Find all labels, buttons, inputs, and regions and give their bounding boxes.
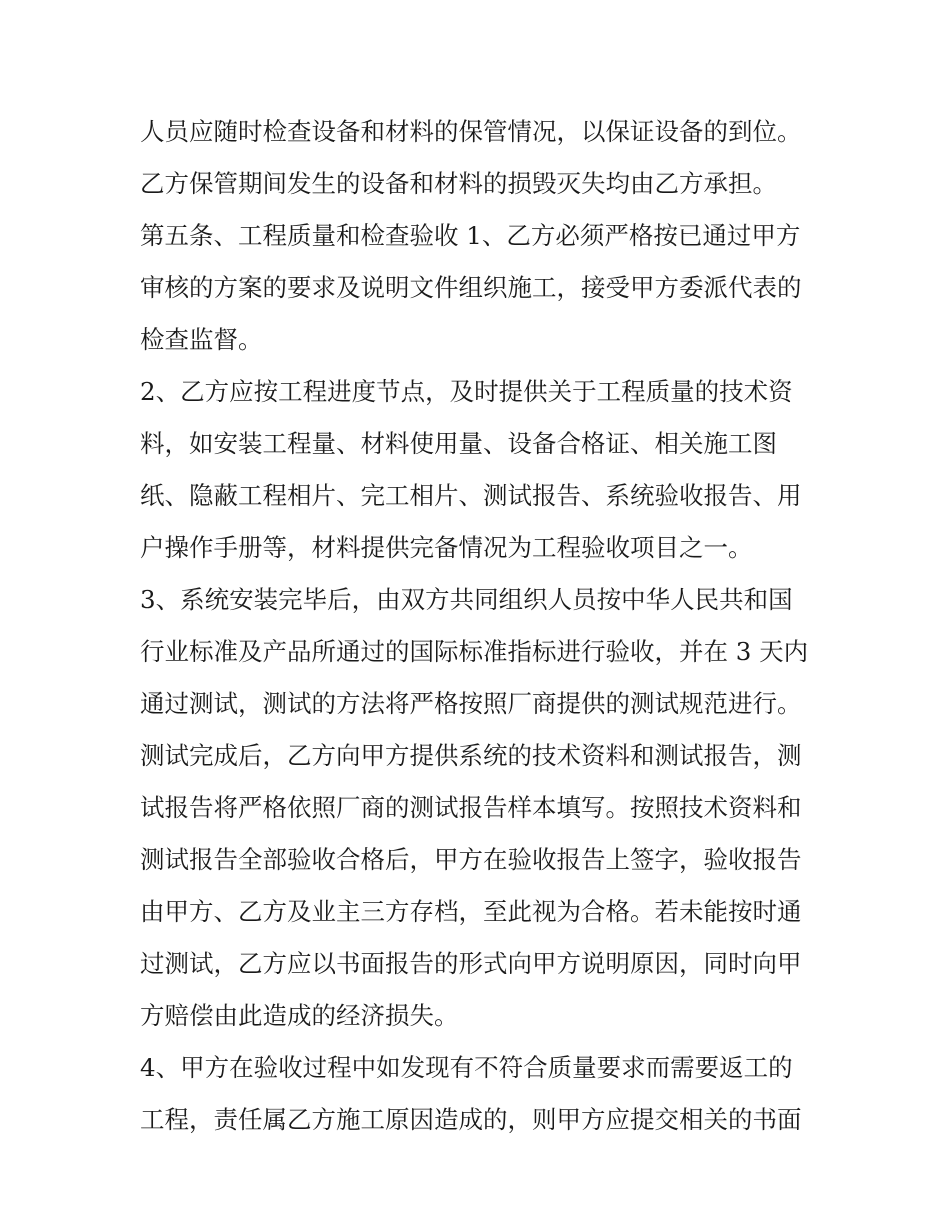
text-line: 2、乙方应按工程进度节点，及时提供关于工程质量的技术资 [140, 377, 793, 406]
text-line: 行业标准及产品所通过的国际标准指标进行验收，并在 3 天内 [140, 637, 809, 666]
text-line: 检查监督。 [140, 325, 263, 354]
text-line: 第五条、工程质量和检查验收 1、乙方必须严格按已通过甲方 [140, 221, 801, 250]
document-body [140, 106, 820, 1146]
text-line: 户操作手册等，材料提供完备情况为工程验收项目之一。 [140, 533, 753, 562]
text-line: 人员应随时检查设备和材料的保管情况，以保证设备的到位。 [140, 117, 802, 146]
text-line: 过测试，乙方应以书面报告的形式向甲方说明原因，同时向甲 [140, 949, 802, 978]
text-line: 通过测试，测试的方法将严格按照厂商提供的测试规范进行。 [140, 689, 802, 718]
text-line: 试报告将严格依照厂商的测试报告样本填写。按照技术资料和 [140, 793, 802, 822]
text-line: 测试报告全部验收合格后，甲方在验收报告上签字，验收报告 [140, 845, 802, 874]
text-line: 工程，责任属乙方施工原因造成的，则甲方应提交相关的书面 [140, 1105, 802, 1134]
text-line: 由甲方、乙方及业主三方存档，至此视为合格。若未能按时通 [140, 897, 802, 926]
text-line: 方赔偿由此造成的经济损失。 [140, 1001, 459, 1030]
text-line: 测试完成后，乙方向甲方提供系统的技术资料和测试报告，测 [140, 741, 802, 770]
text-line: 4、甲方在验收过程中如发现有不符合质量要求而需要返工的 [140, 1053, 793, 1082]
text-line: 纸、隐蔽工程相片、完工相片、测试报告、系统验收报告、用 [140, 481, 802, 510]
text-line: 乙方保管期间发生的设备和材料的损毁灭失均由乙方承担。 [140, 169, 777, 198]
text-line: 3、系统安装完毕后，由双方共同组织人员按中华人民共和国 [140, 585, 793, 614]
text-line: 审核的方案的要求及说明文件组织施工，接受甲方委派代表的 [140, 273, 802, 302]
text-line: 料，如安装工程量、材料使用量、设备合格证、相关施工图 [140, 429, 777, 458]
